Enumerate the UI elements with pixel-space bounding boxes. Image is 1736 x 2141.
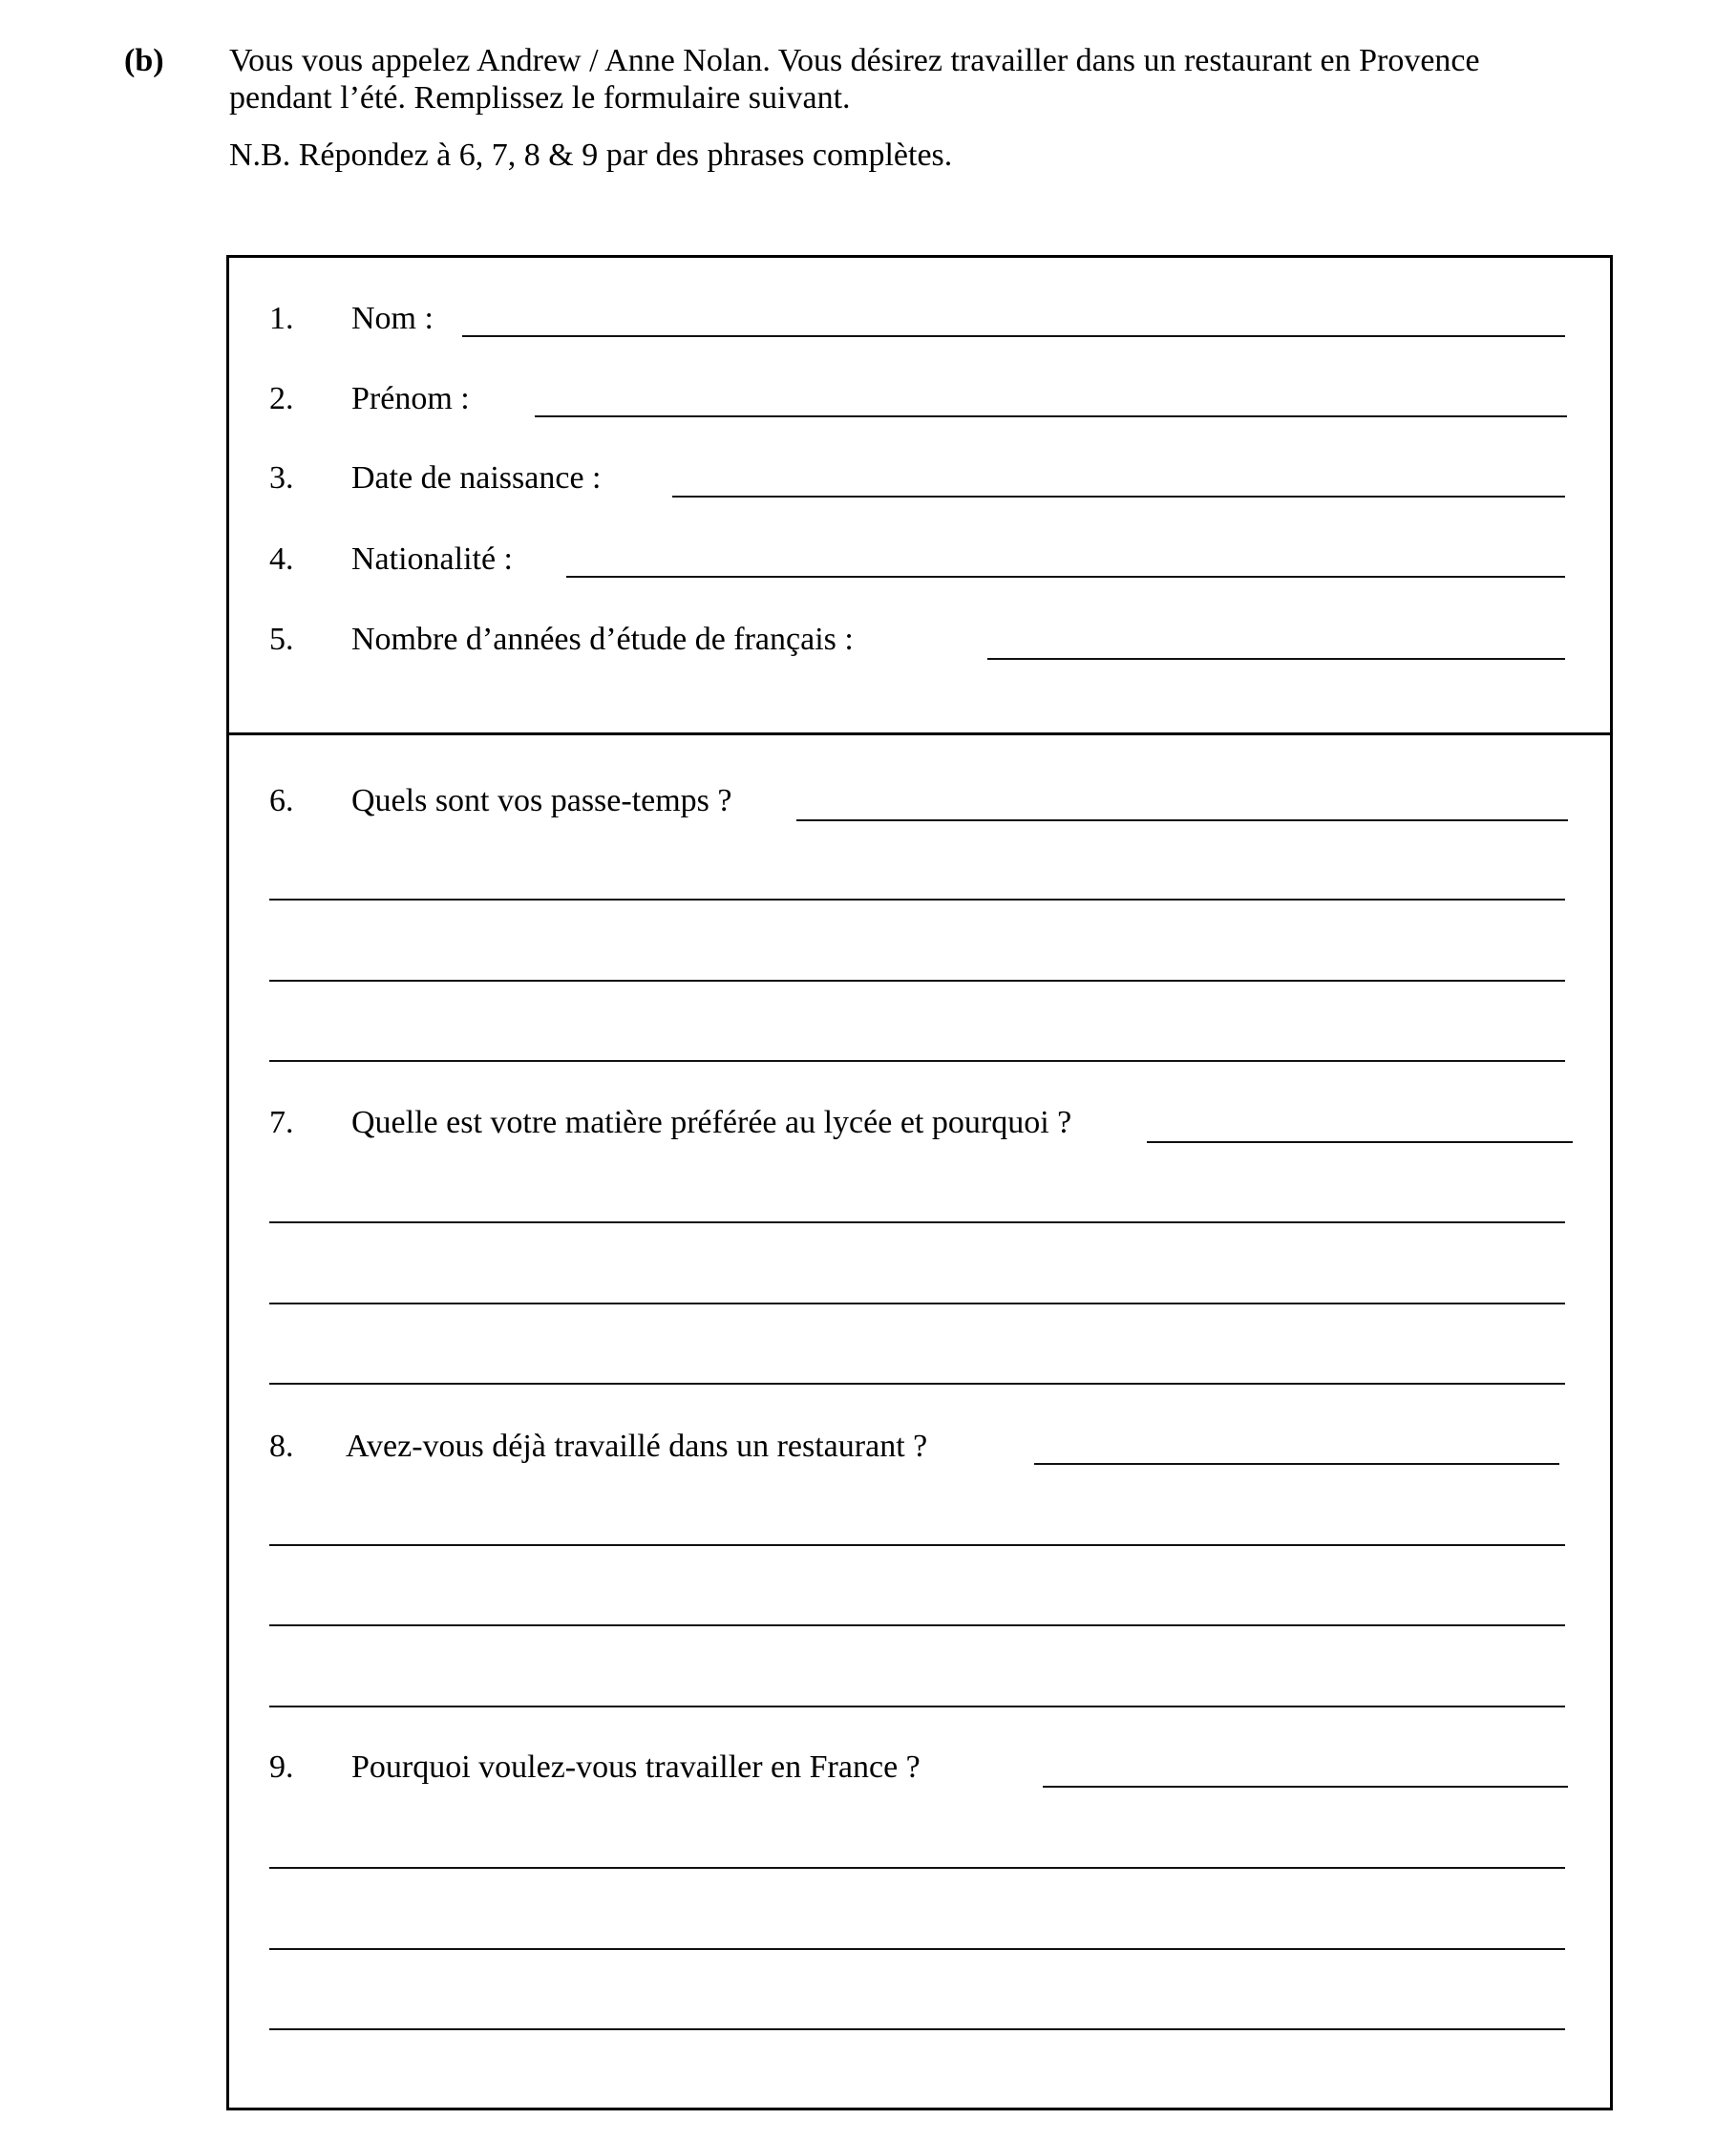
answer-line-q7-3[interactable] [269,1303,1565,1304]
answer-line-q8-2[interactable] [269,1544,1565,1546]
question-label-passe-temps: Quels sont vos passe-temps ? [351,783,732,818]
question-number: 8. [269,1429,294,1464]
field-number: 5. [269,622,294,657]
question-number: 6. [269,783,294,818]
field-label-date-naissance: Date de naissance : [351,460,602,496]
answer-line-q9-3[interactable] [269,1948,1565,1950]
field-number: 1. [269,301,294,336]
field-number: 4. [269,541,294,577]
field-label-nom: Nom : [351,301,434,336]
instruction-note: N.B. Répondez à 6, 7, 8 & 9 par des phrases complètes. [229,138,953,173]
prenom-input-line[interactable] [535,415,1567,417]
question-label-pourquoi-france: Pourquoi voulez-vous travailler en France ? [351,1749,921,1785]
answer-line-q8-3[interactable] [269,1624,1565,1626]
answer-line-q8-1[interactable] [1034,1463,1559,1465]
field-number: 2. [269,381,294,416]
field-label-annees-francais: Nombre d’années d’étude de français : [351,622,854,657]
answer-line-q9-1[interactable] [1043,1786,1568,1788]
field-number: 3. [269,460,294,496]
instruction-line-2: pendant l’été. Remplissez le formulaire suivant. [229,80,851,116]
nom-input-line[interactable] [462,335,1565,337]
question-number: 7. [269,1105,294,1140]
answer-line-q9-4[interactable] [269,2028,1565,2030]
form-box [226,255,1613,2110]
answer-line-q7-4[interactable] [269,1383,1565,1385]
answer-line-q6-1[interactable] [796,819,1568,821]
answer-line-q8-4[interactable] [269,1706,1565,1707]
question-label-matiere-preferee: Quelle est votre matière préférée au lycée et pourquoi ? [351,1105,1072,1140]
answer-line-q6-3[interactable] [269,980,1565,982]
answer-line-q9-2[interactable] [269,1867,1565,1869]
part-label: (b) [124,43,164,78]
annees-francais-input-line[interactable] [987,658,1565,660]
section-divider [226,732,1613,735]
answer-line-q6-4[interactable] [269,1060,1565,1062]
date-naissance-input-line[interactable] [672,496,1565,498]
answer-line-q7-2[interactable] [269,1221,1565,1223]
question-number: 9. [269,1749,294,1785]
answer-line-q7-1[interactable] [1147,1141,1573,1143]
answer-line-q6-2[interactable] [269,899,1565,901]
question-label-deja-travaille: Avez-vous déjà travaillé dans un restaurant ? [346,1429,928,1464]
field-label-prenom: Prénom : [351,381,470,416]
nationalite-input-line[interactable] [566,576,1565,578]
field-label-nationalite: Nationalité : [351,541,514,577]
instruction-line-1: Vous vous appelez Andrew / Anne Nolan. Vous désirez travailler dans un restaurant en Provence [229,43,1480,78]
